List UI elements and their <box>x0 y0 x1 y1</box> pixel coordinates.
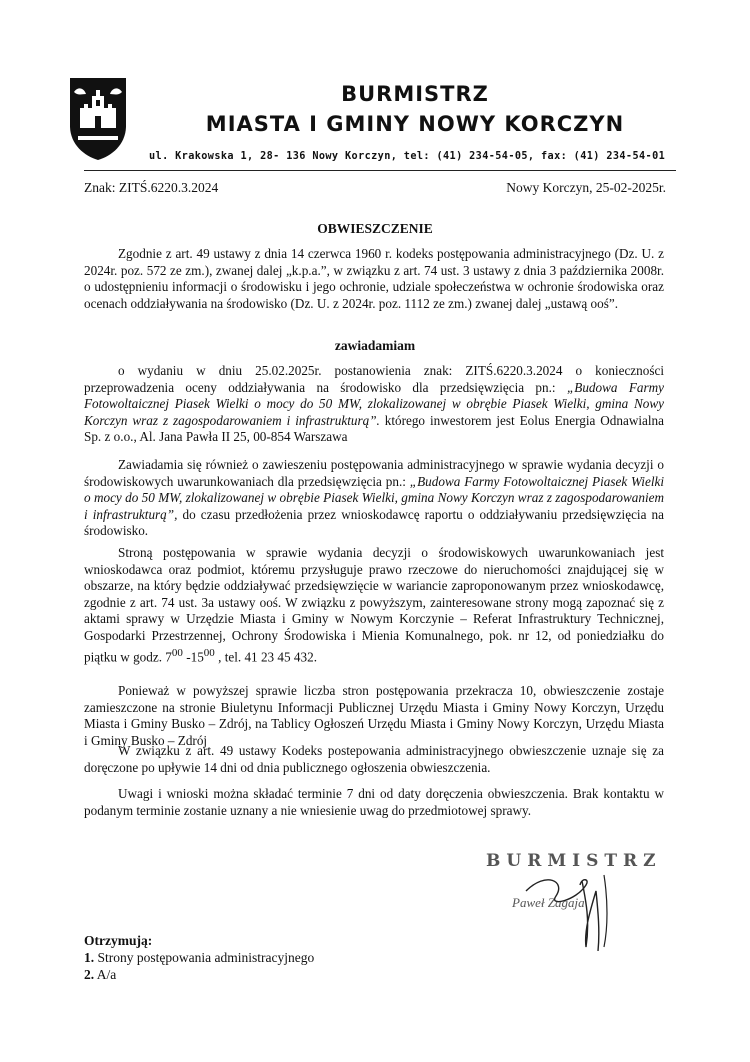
authority-subtitle: MIASTA I GMINY NOWY KORCZYN <box>205 112 625 136</box>
p5-text: W związku z art. 49 ustawy Kodeks postepowania administracyjnego obwieszczenie uznaje się za doręczone po upływie 14 dni od dnia publicznego ogłoszenia obwieszczenia. <box>84 743 664 775</box>
stamp-title: BURMISTRZ <box>486 851 662 871</box>
header-divider <box>84 170 676 171</box>
paragraph-2 <box>84 457 664 540</box>
stamp-name: Paweł Zagaja <box>512 895 585 910</box>
p3-text-a: Stroną postępowania w sprawie wydania decyzji o środowiskowych uwarunkowaniach jest wnioskodawca oraz podmiot, któremu przysługuje prawo rzeczowe do nieruchomości znajdującej się w obszarze, na który będzie oddziaływać przedsięwzięcie w wariancie zaproponowanym przez wnioskodawcę, zgodnie z art. 74 ust. 3a ustawy ooś. W związku z powyższym, zainteresowane strony mogą zapoznać się z aktami sprawy w Urzędzie Miasta i Gminy w Nowym Korczynie – Referat Infrastruktury Technicznej, Gospodarki Przestrzennej, Ochrony Środowiska i Mienia Komunalnego, pok. nr 12, od poniedziałku do piątku w godz. 7 <box>84 545 664 664</box>
paragraph-4 <box>84 683 664 749</box>
paragraph-6 <box>84 786 664 819</box>
authority-title: BURMISTRZ <box>341 82 489 106</box>
recipients-label: Otrzymują: <box>84 933 153 948</box>
address-line: ul. Krakowska 1, 28- 136 Nowy Korczyn, tel: (41) 234-54-05, fax: (41) 234-54-01 <box>149 151 666 162</box>
signature-stamp <box>486 851 662 951</box>
p3-text-mid: -15 <box>182 648 204 664</box>
paragraph-1 <box>84 363 664 446</box>
p3-hour-start-sup: 00 <box>171 646 183 659</box>
document-heading: OBWIESZCZENIE <box>317 221 433 236</box>
p4-text: Ponieważ w powyższej sprawie liczba stron postępowania przekracza 10, obwieszczenie zostaje zamieszczone na stronie Biuletynu Informacji Publicznej Urzędu Miasta i Gminy Nowy Korczyn, Urzędu Miasta i Gminy Busko – Zdrój, na Tablicy Ogłoszeń Urzędu Miasta i Gminy Nowy Korczyn, Urzędu Miasta i Gminy Busko – Zdrój <box>84 683 664 748</box>
handwritten-signature <box>486 851 656 951</box>
paragraph-5 <box>84 743 664 776</box>
intro-text: Zgodnie z art. 49 ustawy z dnia 14 czerwca 1960 r. kodeks postępowania administracyjnego (Dz. U. z 2024r. poz. 572 ze zm.), zwanej dalej „k.p.a.”, w związku z art. 74 ust. 3 ustawy z dnia 3 października 2008r. o udostępnieniu informacji o środowisku i jego ochronie, udziale społeczeństwa w ochronie środowiska oraz ocenach oddziaływania na środowisko (Dz. U. z 2024r. poz. 1112 ze zm.) zwanej dalej „ustawą ooś”. <box>84 246 664 311</box>
p6-text: Uwagi i wnioski można składać terminie 7 dni od daty doręczenia obwieszczenia. Brak kontaktu w podanym terminie zostanie uznany a nie wniesienie uwag do przedmiotowej sprawy. <box>84 786 664 818</box>
paragraph-3 <box>84 545 664 666</box>
p1-project-name: „Budowa Farmy Fotowoltaicznej Piasek Wielki o mocy do 50 MW, zlokalizowanej w obrębie Piasek Wielki, gmina Nowy Korczyn wraz z zagospodarowaniem i infrastrukturą”. <box>84 379 665 428</box>
p2-project-name: „Budowa Farmy Fotowoltaicznej Piasek Wielki o mocy do 50 MW, zlokalizowanej w obrębie Piasek Wielki, gmina Nowy Korczyn wraz z zagospodarowaniem i infrastrukturą”, <box>84 473 664 522</box>
intro-paragraph <box>84 246 664 312</box>
recipients-block <box>84 932 314 983</box>
p1-text-c: którego inwestorem jest Eolus Energia Odnawialna Sp. z o.o., Al. Jana Pawła II 25, 00-854 Warszawa <box>84 412 664 445</box>
reference-number: Znak: ZITŚ.6220.3.2024 <box>84 180 219 195</box>
p1-text-a: o wydaniu w dniu 25.02.2025r. postanowienia znak: ZITŚ.6220.3.2024 o konieczności przeprowadzenia oceny oddziaływania na środowisko dla przedsięwzięcia pn.: <box>84 363 664 395</box>
p2-text-c: do czasu przedłożenia przez wnioskodawcę raportu o oddziaływaniu przedsięwzięcia na środowisko. <box>84 506 664 539</box>
p2-text-a: Zawiadamia się również o zawieszeniu postępowania administracyjnego w sprawie wydania decyzji o środowiskowych uwarunkowaniach dla przedsięwzięcia pn.: <box>84 457 664 489</box>
subheading-zawiadamiam: zawiadamiam <box>334 338 416 353</box>
p3-text-b: , tel. 41 23 45 432. <box>214 648 317 664</box>
p3-hour-end-sup: 00 <box>203 646 215 659</box>
document-date: Nowy Korczyn, 25-02-2025r. <box>506 180 666 195</box>
recipient-item: 2. A/a <box>84 967 117 982</box>
recipient-item: 1. Strony postępowania administracyjnego <box>84 950 315 965</box>
